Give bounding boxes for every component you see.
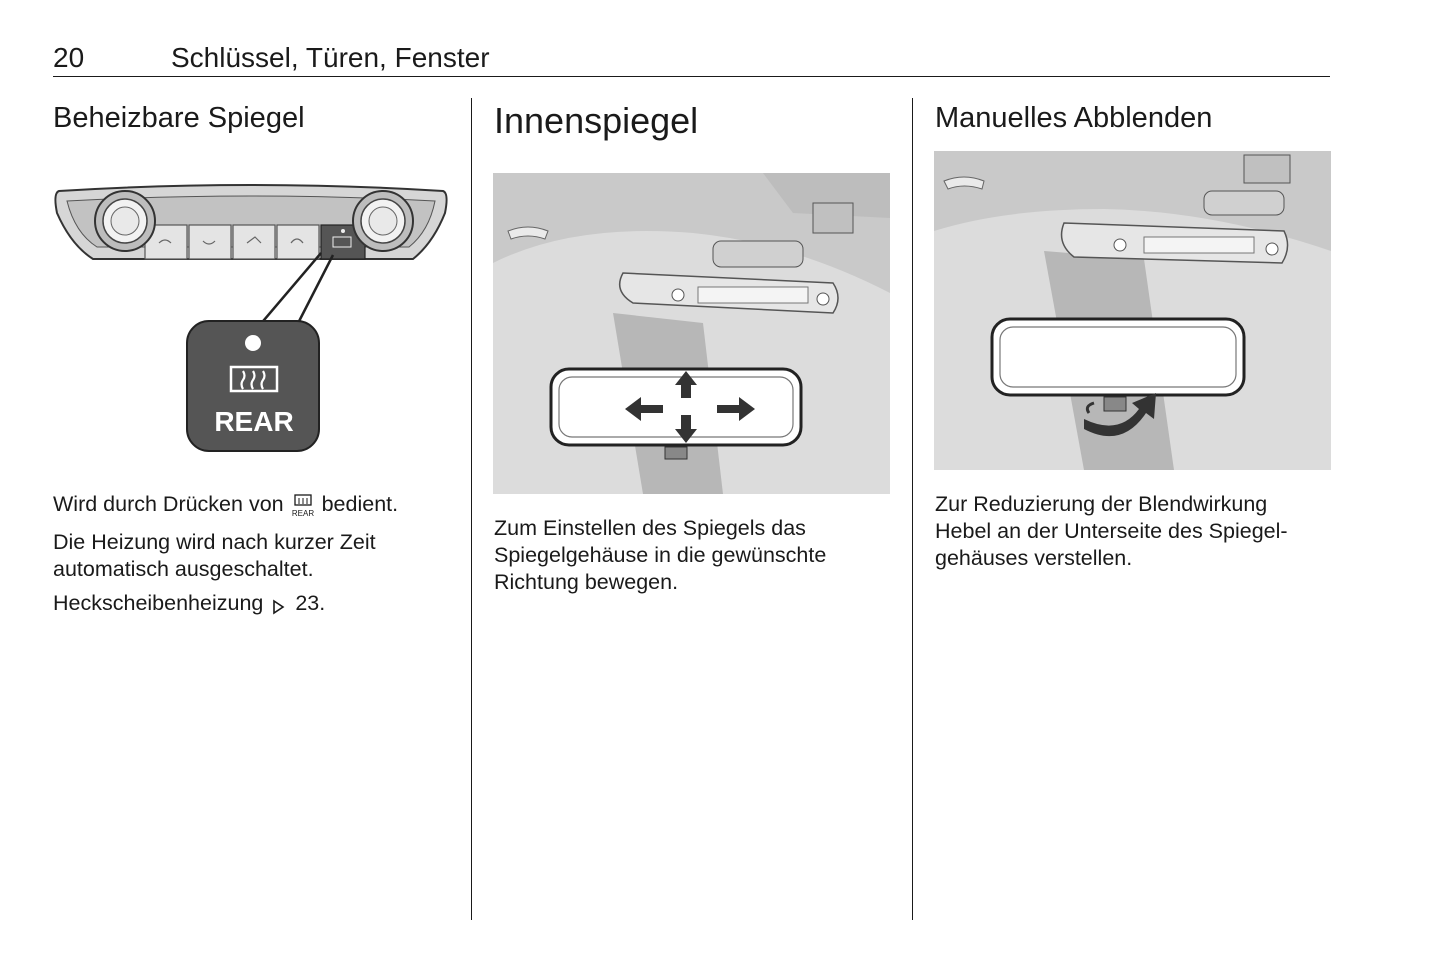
section-heading: Beheizbare Spiegel (53, 102, 305, 134)
page-number: 20 (53, 42, 85, 73)
reference-page: 23. (295, 591, 326, 615)
climate-panel-figure (53, 183, 449, 453)
paragraph-adjust-mirror: Zum Einstellen des Spiegels das Spiegelgehäuse in die gewünschte Richtung bewegen. (494, 516, 827, 594)
chapter-title: Schlüssel, Türen, Fenster (171, 42, 490, 73)
svg-text:REAR: REAR (291, 509, 314, 517)
paragraph-reduce-glare (935, 491, 1355, 572)
paragraph-operation (53, 491, 453, 518)
column-divider-1 (471, 98, 472, 920)
rear-button-label: REAR (214, 406, 294, 437)
para-line-1: Zur Reduzierung der Blendwirkung (935, 492, 1268, 516)
section-interior-mirror (494, 98, 894, 144)
para-line-2: Hebel an der Unterseite des Spiegel- (935, 519, 1288, 543)
paragraph-reference (53, 590, 453, 617)
column-divider-2 (912, 98, 913, 920)
section-manual-dimming (935, 98, 1335, 138)
section-heading: Innenspiegel (494, 100, 699, 141)
section-heading: Manuelles Abblenden (935, 102, 1213, 134)
para-line-3: gehäuses verstellen. (935, 546, 1133, 570)
section-heated-mirrors (53, 98, 453, 138)
page-header (53, 40, 1330, 77)
interior-mirror-figure (493, 173, 890, 494)
reference-text: Heckscheibenheizung (53, 591, 264, 615)
paragraph-auto-off: Die Heizung wird nach kurzer Zeit automatisch ausgeschaltet. (53, 530, 376, 581)
para-text-after: bedient. (321, 492, 399, 516)
page-reference-arrow-icon (271, 598, 287, 616)
rear-defrost-icon (292, 493, 314, 517)
dimming-lever-figure (934, 151, 1331, 470)
para-text: Wird durch Drücken von (53, 492, 284, 516)
